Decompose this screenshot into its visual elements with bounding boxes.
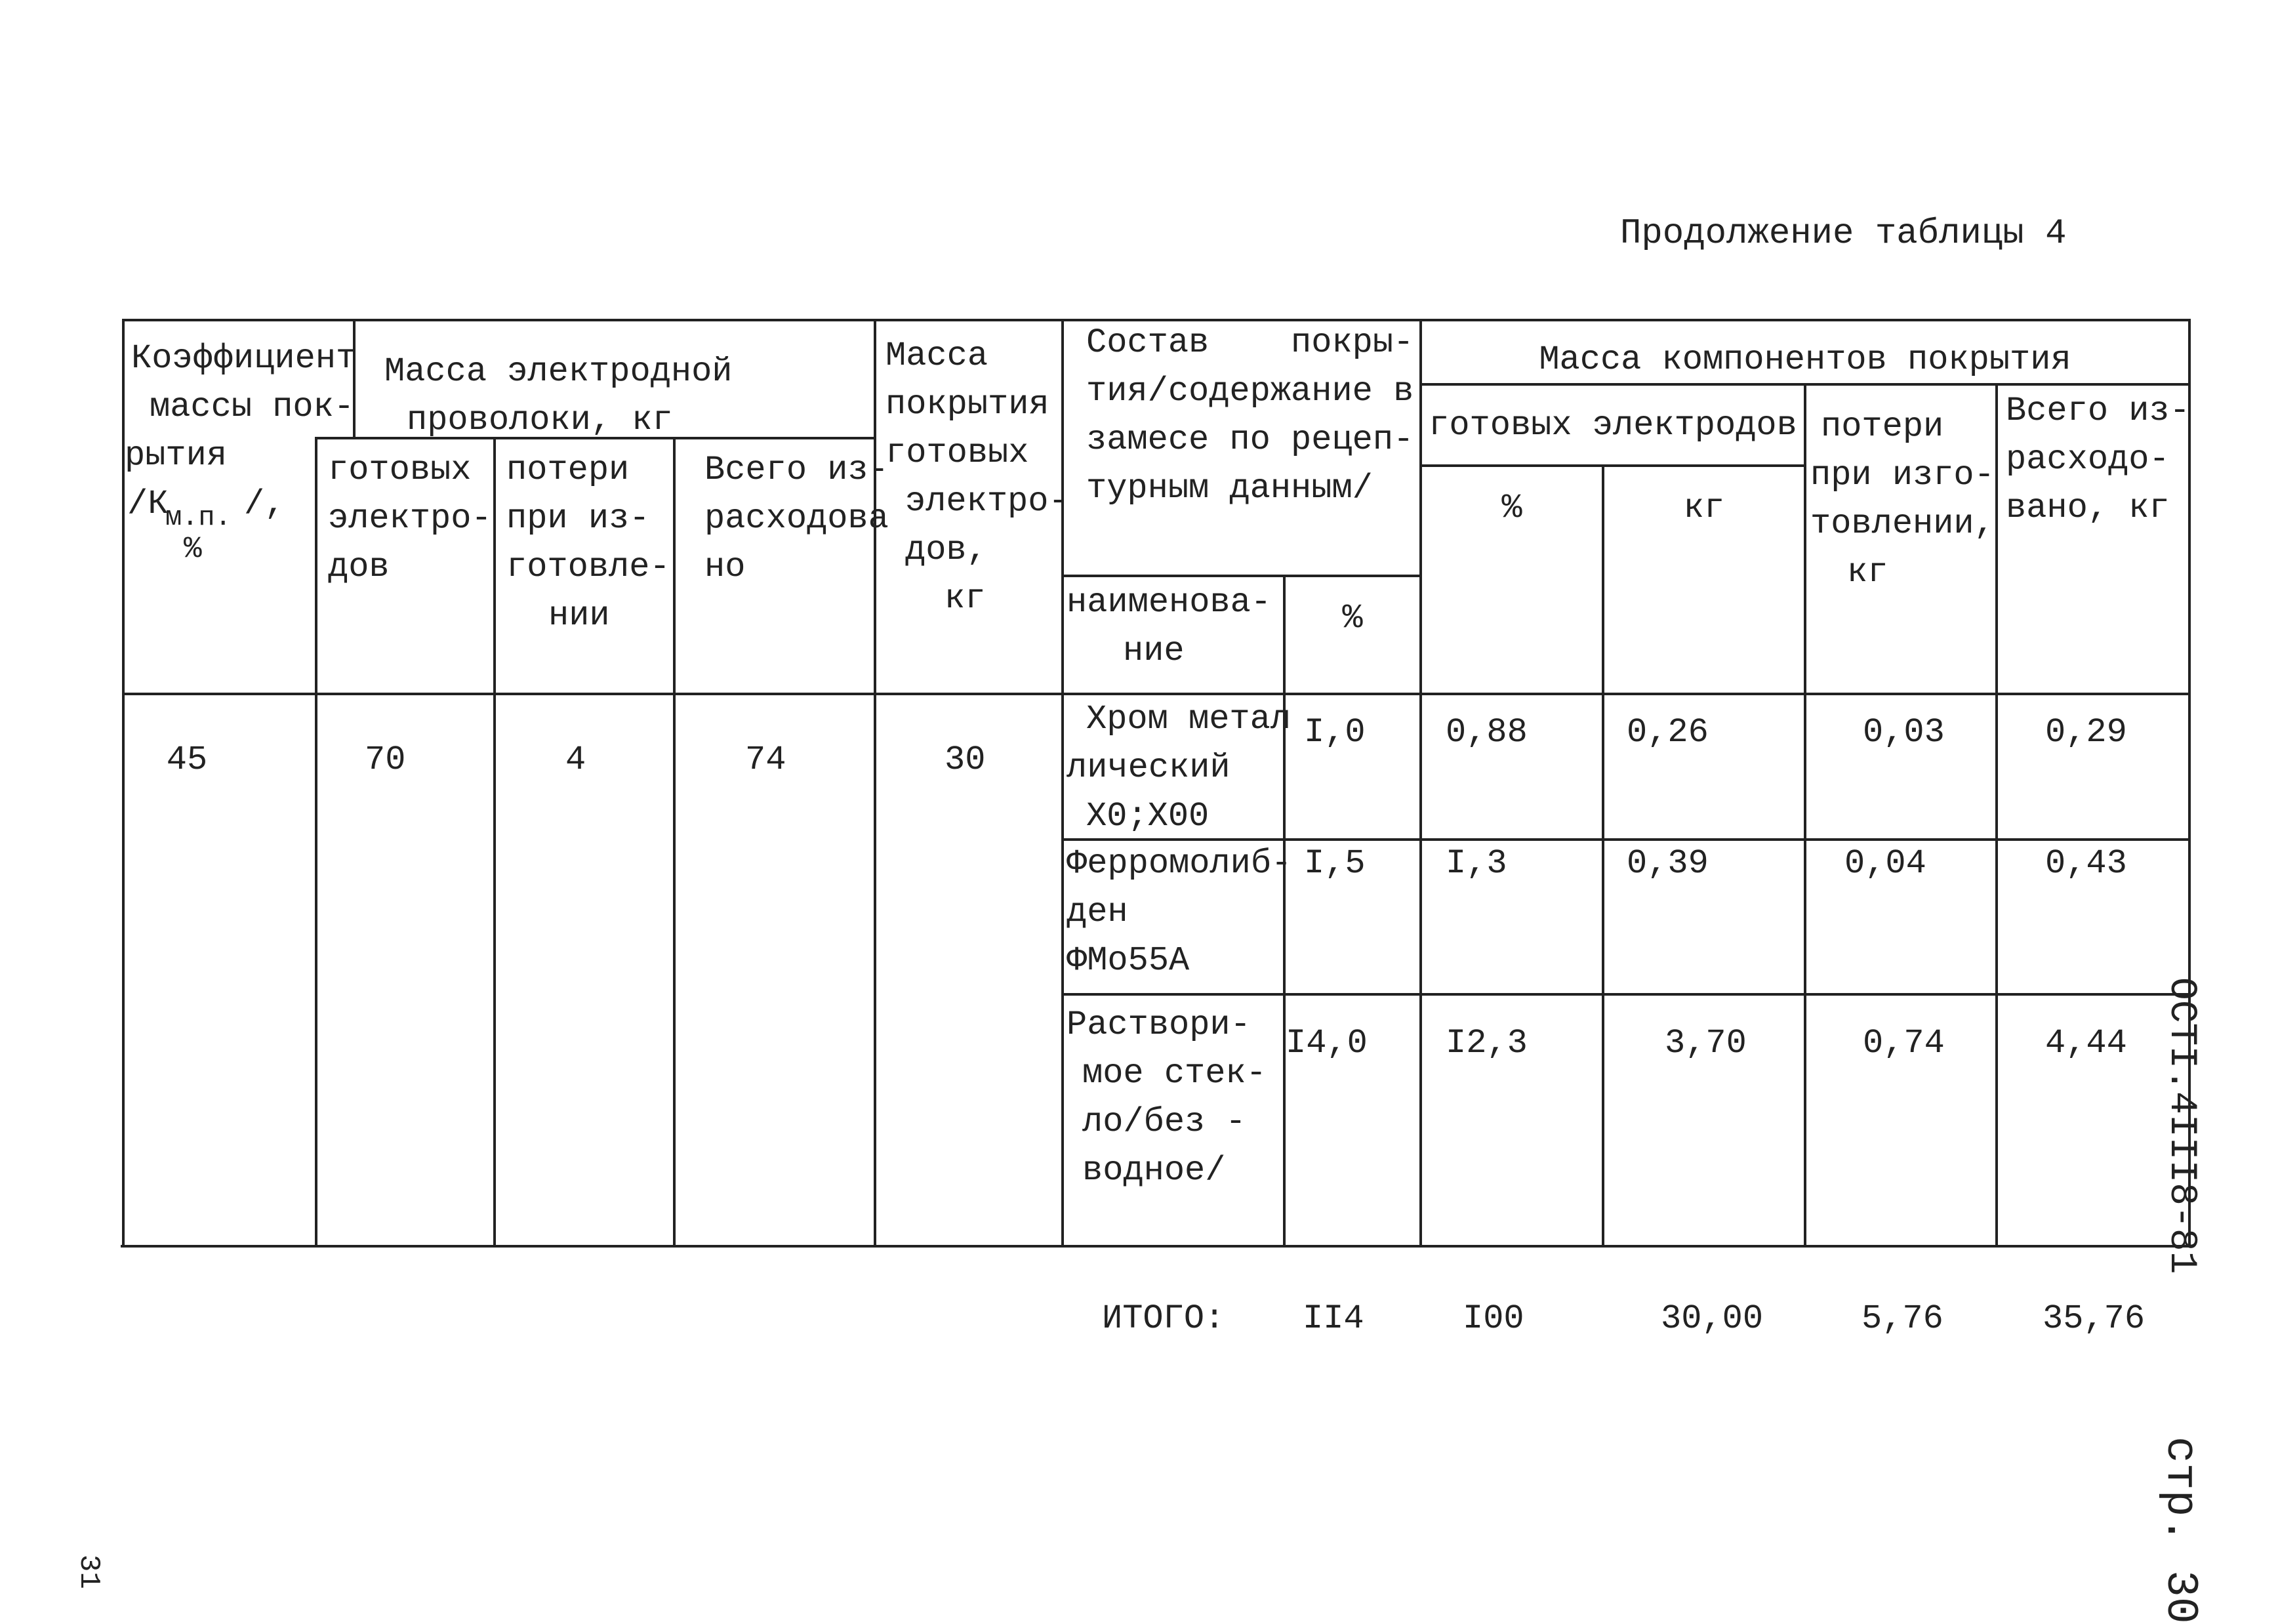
component-total: 0,43 bbox=[2045, 844, 2127, 883]
component-name-line2: ден bbox=[1067, 893, 1128, 931]
component-pct: I4,0 bbox=[1286, 1024, 1368, 1063]
header-wire-ready-line2: электро- bbox=[328, 499, 492, 538]
header-wire-total-line2: расходова bbox=[704, 499, 889, 538]
header-coef-percent: % bbox=[184, 532, 202, 566]
component-ready-kg: 0,26 bbox=[1627, 713, 1709, 752]
header-coef-k: /К bbox=[127, 485, 169, 523]
header-wire-total-line3: но bbox=[704, 548, 746, 586]
header-composition-line2: тия/содержание в bbox=[1086, 372, 1414, 411]
header-coat-mass-line5: дов, bbox=[905, 531, 987, 569]
component-name-line3: Х0;Х00 bbox=[1086, 797, 1210, 836]
component-name-line3: ло/без - bbox=[1082, 1103, 1246, 1141]
header-coef-line1: Коэффициент bbox=[131, 339, 357, 378]
header-loss-line4: кг bbox=[1847, 553, 1888, 592]
component-pct: I,0 bbox=[1304, 713, 1366, 752]
header-comp-name-line1: наименова- bbox=[1067, 583, 1272, 622]
header-total-line1: Всего из- bbox=[2006, 392, 2190, 430]
header-wire-loss-line1: потери bbox=[506, 451, 630, 489]
totals-ready-pct: I00 bbox=[1463, 1299, 1524, 1338]
page-number: стр. 30 bbox=[2155, 1436, 2205, 1624]
header-loss-line1: потери bbox=[1821, 407, 1944, 446]
header-composition-line3: замесе по рецеп- bbox=[1086, 420, 1414, 459]
component-pct: I,5 bbox=[1304, 844, 1366, 883]
component-total: 4,44 bbox=[2045, 1024, 2127, 1063]
header-loss-line2: при изго- bbox=[1810, 456, 1995, 495]
header-coef-slash: /, bbox=[244, 485, 285, 523]
totals-pct: II4 bbox=[1303, 1299, 1364, 1338]
header-ready-group: готовых электродов bbox=[1429, 406, 1797, 445]
cell-coat-mass: 30 bbox=[945, 741, 986, 779]
header-comp-name-line2: ние bbox=[1123, 632, 1185, 670]
component-ready-pct: I,3 bbox=[1446, 844, 1507, 883]
header-total-line2: расходо- bbox=[2006, 440, 2170, 479]
component-total: 0,29 bbox=[2045, 713, 2127, 752]
component-loss: 0,74 bbox=[1863, 1024, 1945, 1063]
header-wire-total-line1: Всего из- bbox=[704, 451, 889, 489]
header-comp-group: Масса компонентов покрытия bbox=[1539, 340, 2071, 379]
component-loss: 0,04 bbox=[1844, 844, 1926, 883]
header-ready-kg: кг bbox=[1683, 489, 1725, 527]
component-name-line1: Раствори- bbox=[1067, 1005, 1251, 1044]
totals-total: 35,76 bbox=[2043, 1299, 2146, 1338]
header-ready-percent: % bbox=[1501, 489, 1522, 527]
component-name-line2: лический bbox=[1067, 748, 1231, 787]
header-wire-loss-line4: нии bbox=[548, 596, 610, 635]
header-wire-loss-line3: готовле- bbox=[506, 548, 670, 586]
cell-wire-total: 74 bbox=[745, 741, 786, 779]
header-comp-percent: % bbox=[1342, 599, 1363, 638]
totals-label: ИТОГО: bbox=[1102, 1299, 1225, 1338]
header-wire-ready-line1: готовых bbox=[328, 451, 472, 489]
component-name-line2: мое стек- bbox=[1082, 1054, 1267, 1093]
component-name-line4: водное/ bbox=[1082, 1151, 1226, 1190]
component-ready-pct: 0,88 bbox=[1446, 713, 1528, 752]
component-ready-pct: I2,3 bbox=[1446, 1024, 1528, 1063]
header-composition-line1: Состав покры- bbox=[1086, 323, 1414, 362]
header-wire-ready-line3: дов bbox=[328, 548, 390, 586]
table-caption: Продолжение таблицы 4 bbox=[1620, 214, 2067, 254]
totals-ready-kg: 30,00 bbox=[1661, 1299, 1764, 1338]
component-name-line1: Хром метал bbox=[1086, 700, 1292, 739]
component-name-line3: ФМо55А bbox=[1067, 941, 1190, 980]
header-wire-group-line1: Масса электродной bbox=[384, 352, 733, 391]
header-wire-loss-line2: при из- bbox=[506, 499, 650, 538]
header-coef-line2: массы пок- bbox=[150, 388, 355, 426]
cell-coef: 45 bbox=[166, 741, 208, 779]
component-name-line1: Ферромолиб- bbox=[1067, 844, 1292, 883]
totals-loss: 5,76 bbox=[1861, 1299, 1943, 1338]
header-loss-line3: товлении, bbox=[1810, 504, 1995, 543]
header-wire-group-line2: проволоки, кг bbox=[407, 401, 673, 439]
margin-stamp: 31 bbox=[72, 1554, 105, 1589]
component-ready-kg: 0,39 bbox=[1627, 844, 1709, 883]
header-coat-mass-line1: Масса bbox=[885, 336, 988, 375]
component-ready-kg: 3,70 bbox=[1665, 1024, 1747, 1063]
cell-wire-loss: 4 bbox=[565, 741, 586, 779]
document-code: ОСТI.4III8-81 bbox=[2160, 977, 2203, 1274]
header-total-line3: вано, кг bbox=[2006, 489, 2170, 527]
header-coef-subscript: м.п. bbox=[165, 502, 232, 533]
header-coef-line3: рытия bbox=[125, 436, 228, 475]
component-loss: 0,03 bbox=[1863, 713, 1945, 752]
header-coat-mass-line4: электро- bbox=[905, 482, 1069, 521]
header-composition-line4: турным данным/ bbox=[1086, 469, 1373, 508]
cell-wire-ready: 70 bbox=[365, 741, 406, 779]
header-coat-mass-line6: кг bbox=[945, 579, 986, 618]
header-coat-mass-line3: готовых bbox=[885, 434, 1029, 472]
header-coat-mass-line2: покрытия bbox=[885, 385, 1049, 424]
